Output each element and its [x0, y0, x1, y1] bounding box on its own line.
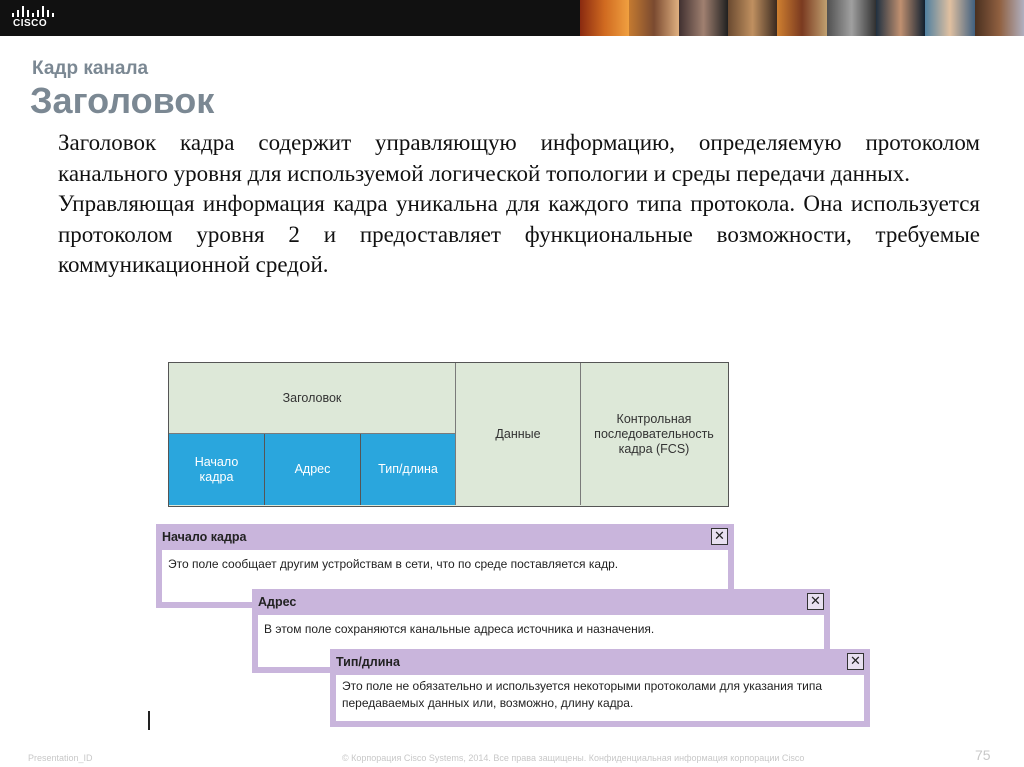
footer-copyright: © Корпорация Cisco Systems, 2014. Все права защищены. Конфиденциальная информация корпорации Cisco [342, 753, 805, 763]
frame-diagram [168, 362, 729, 507]
cisco-logo [10, 4, 60, 32]
header-photo-strip [580, 0, 1024, 36]
popup-title: Начало кадра [162, 530, 247, 544]
fcs-cell: Контрольная последовательность кадра (FCS) [594, 411, 714, 456]
close-icon[interactable]: ✕ [711, 528, 728, 545]
close-icon[interactable]: ✕ [847, 653, 864, 670]
close-icon[interactable]: ✕ [807, 593, 824, 610]
popup-title: Тип/длина [336, 655, 400, 669]
popup-type-length [330, 649, 870, 727]
slide-body [58, 128, 980, 281]
header-cell: Заголовок [169, 363, 456, 434]
popup-text: Это поле сообщает другим устройствам в сети, что по среде поставляется кадр. [162, 550, 728, 602]
address-cell[interactable]: Адрес [265, 434, 361, 505]
type-length-cell[interactable]: Тип/длина [361, 434, 456, 505]
body-paragraph-1: Заголовок кадра содержит управляющую информацию, определяемую протоколом канального уровня для используемой логической топологии и среды передачи данных. [58, 130, 980, 186]
logo-text: CISCO [13, 18, 48, 29]
slide-title: Заголовок [30, 80, 215, 121]
popup-title: Адрес [258, 595, 297, 609]
page-number: 75 [975, 747, 991, 763]
cisco-bars-icon [12, 6, 56, 17]
data-cell: Данные [456, 363, 581, 505]
popup-text: Это поле не обязательно и используется некоторыми протоколами для указания типа передаваемых данных или, возможно, длину кадра. [336, 675, 864, 721]
slide-subtitle: Кадр канала [32, 58, 149, 79]
body-paragraph-2: Управляющая информация кадра уникальна для каждого типа протокола. Она используется протоколом уровня 2 и предоставляет функциональные возможности, требуемые коммуникационной средой. [58, 191, 980, 277]
text-cursor-icon [148, 711, 150, 730]
footer-presentation-id: Presentation_ID [28, 753, 93, 763]
popup-text: В этом поле сохраняются канальные адреса источника и назначения. [258, 615, 824, 667]
top-bar [0, 0, 1024, 36]
start-of-frame-cell[interactable]: Начало кадра [169, 434, 265, 505]
